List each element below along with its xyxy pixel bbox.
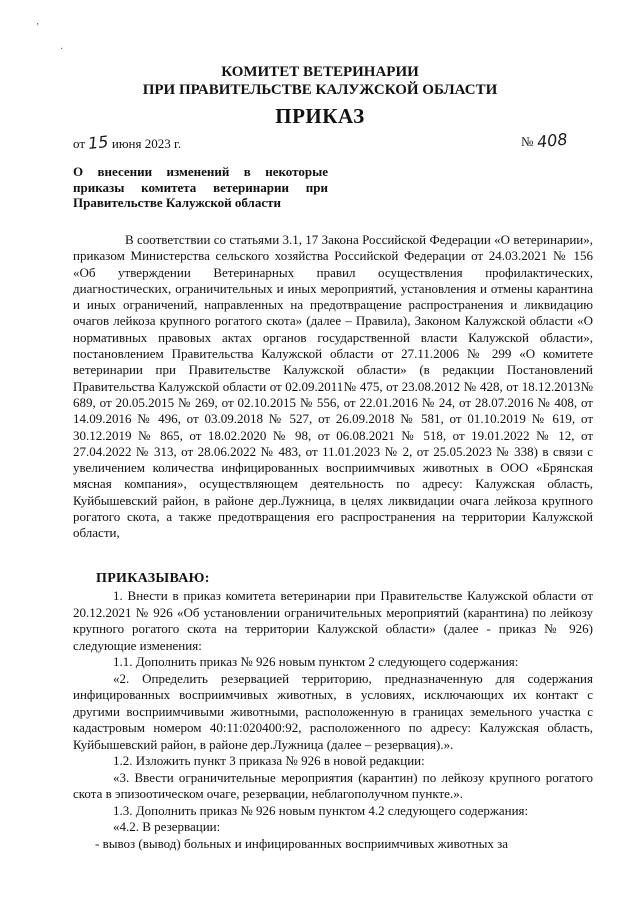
orders-heading: ПРИКАЗЫВАЮ:: [96, 571, 210, 586]
order-item: - вывоз (вывод) больных и инфицированных восприимчивых животных за: [95, 835, 509, 851]
preamble-paragraph: В соответствии со статьями 3.1, 17 Закона Российской Федерации «О ветеринарии», приказом Министерства сельского хозяйства Российской Федерации от 24.03.2021 № 156 «Об утверждении Ветеринарных правил осуществления профилактических, диагностических, ограничительных и иных мероприятий, установления и отмены карантина и иных ограничений, направленных на предотвращение распространения и ликвидацию очагов лейкоза крупного рогатого скота» (далее – Правила), Законом Калужской области «О нормативных правовых актах органов государственной власти Калужской области», постановлением Правительства Калужской области от 27.11.2006 № 299 «О комитете ветеринарии при Правительстве Калужской области» (в редакции Постановлений Правительства Калужской области от 02.09.2011№ 475, от 23.08.2012 № 428, от 18.12.2013№ 689, от 20.05.2015 № 269, от 02.10.2015 № 556, от 22.01.2016 № 24, от 28.07.2016 № 408, от 14.09.2016 № 496, от 03.09.2018 № 527, от 26.09.2018 № 581, от 01.10.2019 № 619, от 30.12.2019 № 865, от 18.02.2020 № 98, от 06.08.2021 № 518, от 19.01.2022 № 12, от 27.04.2022 № 313, от 28.06.2022 № 483, от 11.01.2023 № 2, от 25.05.2023 № 338) в связи с увеличением количества инфицированных восприимчивых животных в ООО «Брянская мясная компания», осуществляющем деятельность по адресу: Калужская область, Куйбышевский район, в районе дер.Лужница, в целях ликвидации очага лейкоза крупного рогатого скота, а также предотвращения его распространения на территории Калужской области,: [73, 232, 593, 541]
document-subject: [73, 164, 328, 211]
order-item: 1. Внести в приказ комитета ветеринарии при Правительстве Калужской области от 20.12.2021 № 926 «Об установлении ограничительных мероприятий (карантина) по лейкозу крупного рогатого скота на территории Калужской области» (далее - приказ № 926) следующие изменения:: [73, 588, 593, 653]
handwritten-day: 15: [87, 131, 110, 154]
org-name-line-1: КОМИТЕТ ВЕТЕРИНАРИИ: [221, 64, 419, 80]
number-sign: №: [521, 134, 534, 149]
date-rest: июня 2023 г.: [111, 136, 182, 151]
order-item: «4.2. В резервации:: [113, 819, 221, 834]
order-item: 1.3. Дополнить приказ № 926 новым пунктом 4.2 следующего содержания:: [113, 802, 529, 818]
order-item: «2. Определить резервацией территорию, предназначенную для содержания инфицированных восприимчивых животных, в условиях, исключающих их контакт с другими восприимчивыми животными, расположенную в границах земельного участка с кадастровым номером 40:11:020400:92, расположенного по адресу: Калужская область, Куйбышевский район, в районе дер.Лужница (далее – резервация).».: [73, 670, 593, 752]
handwritten-number: 408: [535, 129, 569, 152]
document-number: [521, 131, 567, 150]
document-date: [73, 133, 181, 152]
order-item: 1.2. Изложить пункт 3 приказа № 926 в новой редакции:: [113, 753, 425, 768]
subject-line: О внесении изменений в некоторые: [73, 164, 328, 179]
order-item: 1.1. Дополнить приказ № 926 новым пунктом 2 следующего содержания:: [113, 654, 519, 669]
subject-line: приказы комитета ветеринарии при: [73, 179, 328, 195]
date-prefix: от: [73, 136, 86, 151]
document-title: ПРИКАЗ: [275, 104, 365, 128]
subject-line: Правительстве Калужской области: [73, 195, 281, 210]
scan-speck: ʼ: [36, 22, 40, 33]
orders-body: [73, 588, 593, 852]
scan-speck: ·: [60, 44, 64, 55]
org-name-line-2: ПРИ ПРАВИТЕЛЬСТВЕ КАЛУЖСКОЙ ОБЛАСТИ: [142, 82, 498, 98]
order-item: «3. Ввести ограничительные мероприятия (карантин) по лейкозу крупного рогатого скота в эпизоотическом очаге, резервации, неблагополучном пункте.».: [73, 769, 593, 801]
